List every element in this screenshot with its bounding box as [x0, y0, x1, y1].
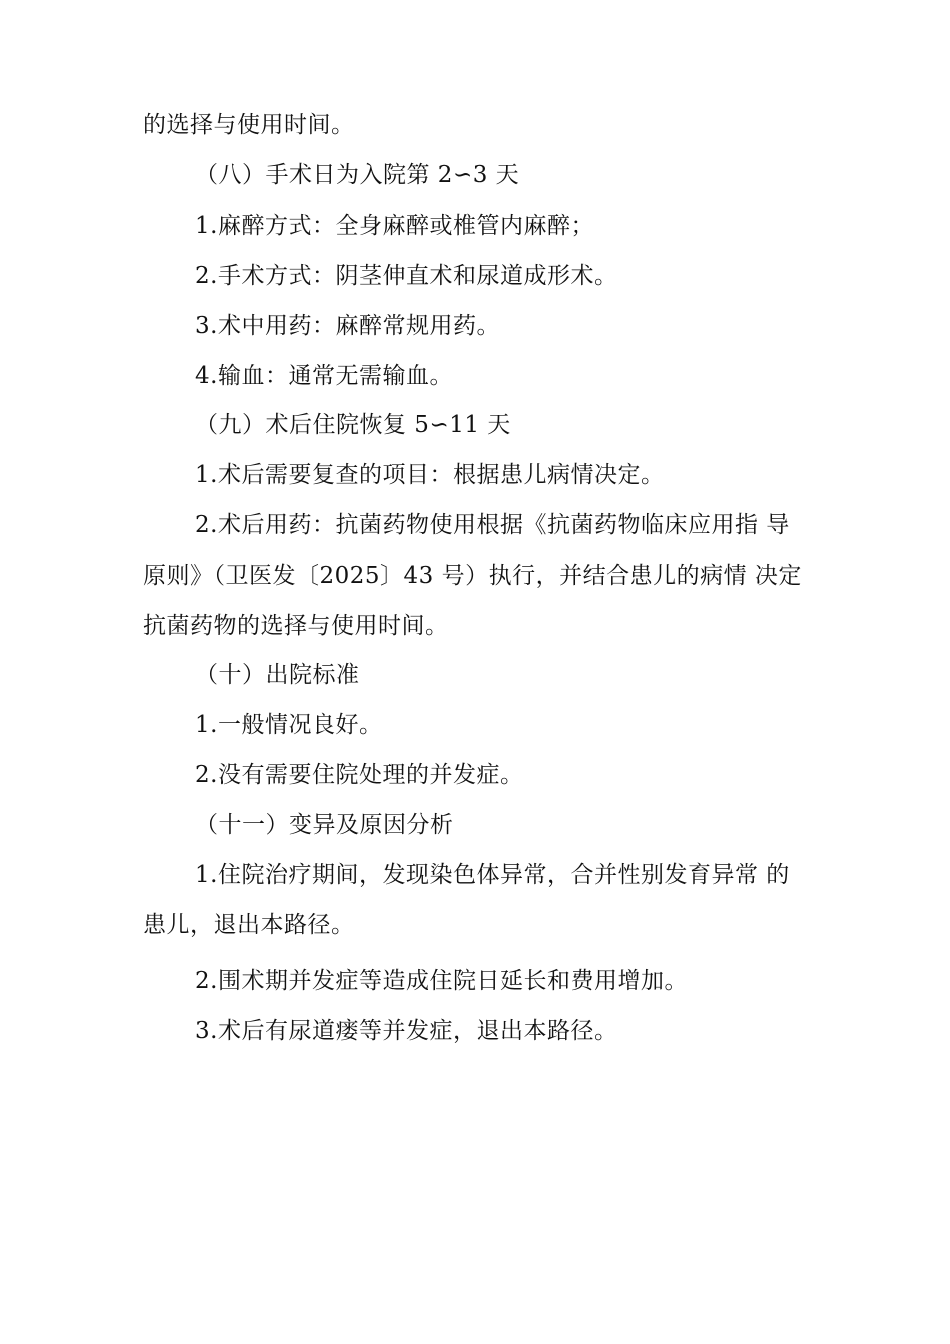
section-heading-9: （九）术后住院恢复 5∽11 天 [195, 412, 511, 438]
list-item-postop-medication: 2.术后用药：抗菌药物使用根据《抗菌药物临床应用指 导 [195, 512, 790, 538]
list-item-chromosome-abnormality: 1.住院治疗期间，发现染色体异常，合并性别发育异常 的 [195, 862, 790, 888]
list-item-intraop-medication: 3.术中用药：麻醉常规用药。 [195, 313, 500, 339]
list-item-perioperative-complications: 2.围术期并发症等造成住院日延长和费用增加。 [195, 968, 688, 994]
paragraph-line: 原则》（卫医发〔2025〕43 号）执行，并结合患儿的病情 决定 [143, 563, 802, 589]
list-item-no-complications: 2.没有需要住院处理的并发症。 [195, 762, 524, 788]
paragraph-line: 抗菌药物的选择与使用时间。 [143, 613, 449, 639]
list-item-general-condition: 1.一般情况良好。 [195, 712, 383, 738]
list-item-anesthesia: 1.麻醉方式：全身麻醉或椎管内麻醉； [195, 213, 594, 239]
list-item-postop-review: 1.术后需要复查的项目：根据患儿病情决定。 [195, 462, 665, 488]
list-item-surgery-method: 2.手术方式：阴茎伸直术和尿道成形术。 [195, 263, 618, 289]
list-item-transfusion: 4.输血：通常无需输血。 [195, 363, 453, 389]
paragraph-line: 的选择与使用时间。 [143, 112, 355, 138]
section-heading-11: （十一）变异及原因分析 [195, 812, 454, 838]
list-item-urethral-fistula: 3.术后有尿道瘘等并发症，退出本路径。 [195, 1018, 618, 1044]
paragraph-line: 患儿，退出本路径。 [143, 912, 355, 938]
section-heading-8: （八）手术日为入院第 2∽3 天 [195, 162, 520, 188]
section-heading-10: （十）出院标准 [195, 662, 360, 688]
